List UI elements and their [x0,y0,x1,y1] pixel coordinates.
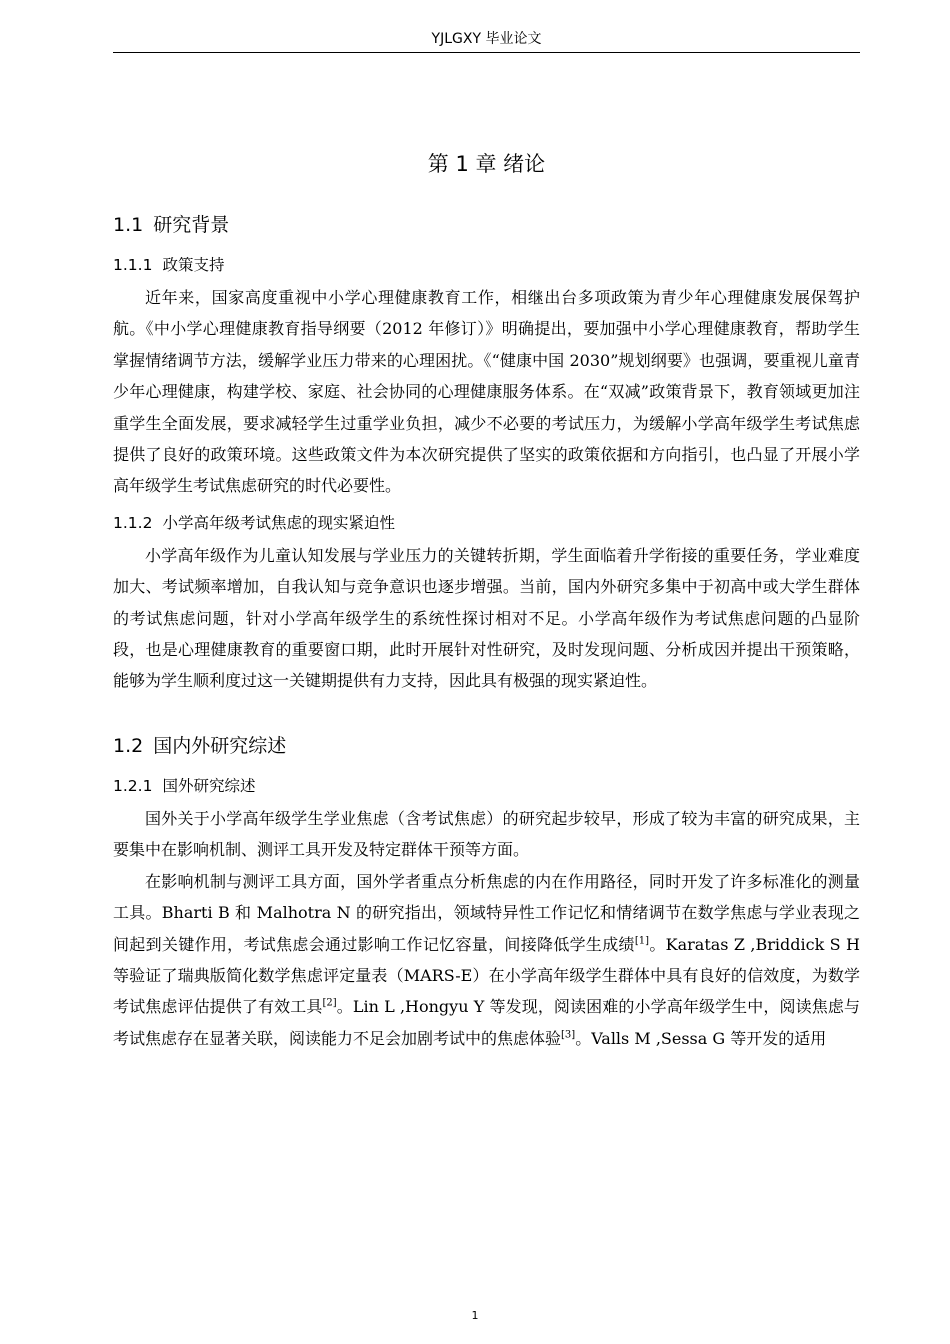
subsection-number: 1.1.1 [113,256,153,274]
section-number: 1.1 [113,214,144,236]
subsection-heading-1-1-1 [113,250,860,280]
text-run: 。Valls M ,Sessa G 等开发的适用 [575,1028,827,1048]
citation-ref-3[interactable]: [3] [561,1029,576,1041]
citation-ref-2[interactable]: [2] [322,997,337,1009]
paragraph-urgency: 小学高年级作为儿童认知发展与学业压力的关键转折期，学生面临着升学衔接的重要任务，学业难度加大、考试频率增加，自我认知与竞争意识也逐步增强。当前，国内外研究多集中于初高中或大学生群体的考试焦虑问题，针对小学高年级学生的系统性探讨相对不足。小学高年级作为考试焦虑问题的凸显阶段，也是心理健康教育的重要窗口期，此时开展针对性研究，及时发现问题、分析成因并提出干预策略，能够为学生顺利度过这一关键期提供有力支持，因此具有极强的现实紧迫性。 [113,545,860,691]
subsection-title: 小学高年级考试焦虑的现实紧迫性 [162,513,395,532]
section-heading-1-1 [113,208,860,242]
subsection-number: 1.1.2 [113,513,153,532]
section-heading-1-2 [113,729,860,763]
paragraph-foreign-overview: 国外关于小学高年级学生学业焦虑（含考试焦虑）的研究起步较早，形成了较为丰富的研究成果，主要集中在影响机制、测评工具开发及特定群体干预等方面。 [113,808,860,860]
page-body [113,140,860,1054]
text-run: 。Lin L ,Hongyu Y 等发现，阅读困难的小学高年级学生中，阅读焦虑与考试焦虑存在显著关联，阅读能力不足会加剧考试中的焦虑体验 [113,997,860,1048]
subsection-heading-1-1-2 [113,508,860,538]
text-run: 。Karatas Z ,Briddick S H 等验证了瑞典版简化数学焦虑评定量表（MARS-E）在小学高年级学生群体中具有良好的信效度，为数学考试焦虑评估提供了有效工具 [113,934,860,1017]
paragraph-policy-support: 近年来，国家高度重视中小学心理健康教育工作，相继出台多项政策为青少年心理健康发展保驾护航。《中小学心理健康教育指导纲要（2012 年修订）》明确提出，要加强中小学心理健康教育，帮助学生掌握情绪调节方法，缓解学业压力带来的心理困扰。《“健康中国 2030”规划纲要》也强调，要重视儿童青少年心理健康，构建学校、家庭、社会协同的心理健康服务体系。在“双减”政策背景下，教育领域更加注重学生全面发展，要求减轻学生过重学业负担，减少不必要的考试压力，为缓解小学高年级学生考试焦虑提供了良好的政策环境。这些政策文件为本次研究提供了坚实的政策依据和方向指引，也凸显了开展小学高年级学生考试焦虑研究的时代必要性。 [113,288,860,496]
section-number: 1.2 [113,734,144,757]
header-text: YJLGXY 毕业论文 [431,31,542,47]
paragraph-foreign-mechanisms [113,866,860,1054]
text-run: 在影响机制与测评工具方面，国外学者重点分析焦虑的内在作用路径，同时开发了许多标准化的测量工具。Bharti B 和 Malhotra N 的研究指出，领域特异性工作记忆和情绪调节在数学焦虑与学业表现之间起到关键作用，考试焦虑会通过影响工作记忆容量，间接降低学生成绩 [113,871,860,954]
page-number: 1 [471,1309,479,1322]
section-title: 国内外研究综述 [153,734,287,757]
subsection-heading-1-2-1 [113,771,860,801]
citation-ref-1[interactable]: [1] [634,935,650,947]
chapter-title: 第 1 章 绪论 [427,152,546,176]
subsection-title: 政策支持 [162,256,225,274]
subsection-number: 1.2.1 [113,776,153,795]
subsection-title: 国外研究综述 [162,776,256,795]
page-header [113,26,860,53]
section-title: 研究背景 [153,214,230,236]
